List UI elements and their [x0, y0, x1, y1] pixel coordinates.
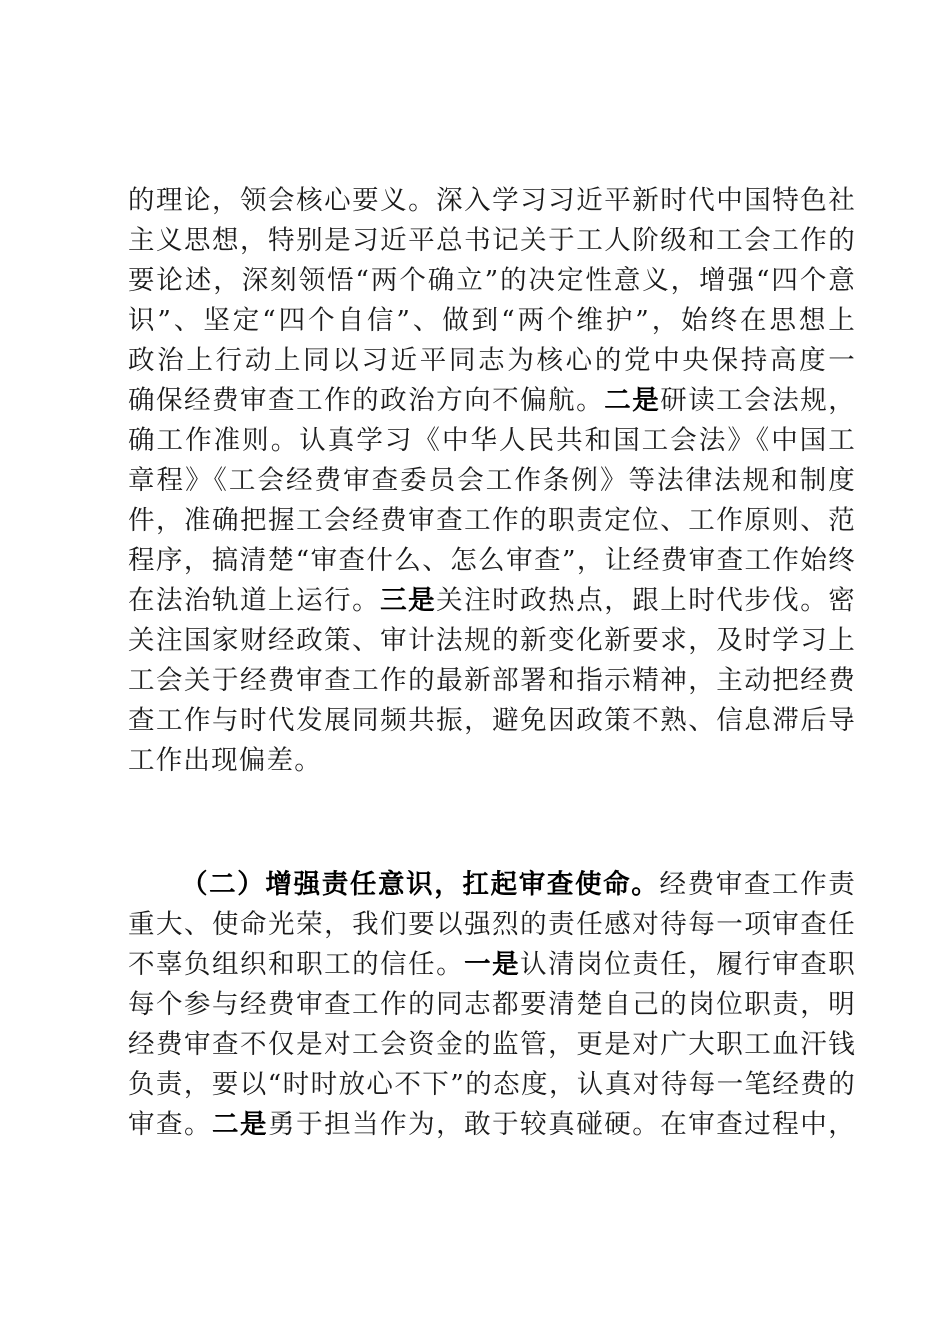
- text-run: 的理论，领会核心要义。深入学习习近平新时代中国特色社: [128, 185, 856, 216]
- text-run: 件，准确把握工会经费审查工作的职责定位、工作原则、范: [128, 505, 856, 536]
- text-run: 关注时政热点，跟上时代步伐。密: [436, 585, 856, 616]
- text-line: [128, 701, 856, 741]
- text-line: [128, 661, 856, 701]
- text-run: 不辜负组织和职工的信任。: [128, 949, 465, 980]
- text-line: [128, 945, 856, 985]
- text-run: 工会关于经费审查工作的最新部署和指示精神，主动把经费: [128, 665, 856, 696]
- text-line: [128, 985, 856, 1025]
- text-run: 研读工会法规，: [660, 385, 856, 416]
- text-run: 程序，搞清楚“审查什么、怎么审查”，让经费审查工作始终: [128, 545, 856, 576]
- text-line: [128, 221, 856, 261]
- text-run: 经费审查不仅是对工会资金的监管，更是对广大职工血汗钱: [128, 1029, 856, 1060]
- text-line: [128, 865, 856, 905]
- bold-text-run: 二是: [212, 1109, 269, 1140]
- text-line: [128, 181, 856, 221]
- text-run: 勇于担当作为，敢于较真碰硬。在审查过程中，: [268, 1109, 856, 1140]
- bold-text-run: 二是: [604, 385, 661, 416]
- paragraph-responsibility: [128, 865, 856, 1145]
- text-run: 工作出现偏差。: [128, 745, 322, 776]
- text-run: 关注国家财经政策、审计法规的新变化新要求，及时学习上: [128, 625, 856, 656]
- text-line: [128, 261, 856, 301]
- text-run: 负责，要以“时时放心不下”的态度，认真对待每一笔经费的: [128, 1069, 856, 1100]
- text-line: [128, 301, 856, 341]
- text-run: 重大、使命光荣，我们要以强烈的责任感对待每一项审查任: [128, 909, 856, 940]
- text-run: 查工作与时代发展同频共振，避免因政策不熟、信息滞后导: [128, 705, 856, 736]
- text-run: 审查。: [128, 1109, 213, 1140]
- text-line: [128, 381, 856, 421]
- text-line: [128, 501, 856, 541]
- text-run: 要论述，深刻领悟“两个确立”的决定性意义，增强“四个意: [128, 265, 856, 296]
- text-line: [128, 621, 856, 661]
- bold-text-run: 一是: [464, 949, 521, 980]
- text-run: 在法治轨道上运行。: [128, 585, 381, 616]
- section-heading: （二）增强责任意识，扛起审查使命。: [181, 869, 660, 900]
- text-line: [128, 741, 856, 781]
- text-run: 主义思想，特别是习近平总书记关于工人阶级和工会工作的: [128, 225, 856, 256]
- text-line: [128, 1065, 856, 1105]
- text-run: 确保经费审查工作的政治方向不偏航。: [128, 385, 605, 416]
- text-line: [128, 541, 856, 581]
- text-line: [128, 905, 856, 945]
- text-line: [128, 421, 856, 461]
- text-run: 识”、坚定“四个自信”、做到“两个维护”，始终在思想上: [128, 305, 856, 336]
- text-line: [128, 1105, 856, 1145]
- text-run: 政治上行动上同以习近平同志为核心的党中央保持高度一: [128, 345, 856, 376]
- text-line: [128, 341, 856, 381]
- text-run: 经费审查工作责: [659, 869, 856, 900]
- text-run: 认清岗位责任，履行审查职: [520, 949, 856, 980]
- text-line: [128, 461, 856, 501]
- paragraph-political-study: [128, 181, 856, 781]
- text-line: [128, 1025, 856, 1065]
- text-run: 每个参与经费审查工作的同志都要清楚自己的岗位职责，明: [128, 989, 856, 1020]
- text-run: 章程》《工会经费审查委员会工作条例》等法律法规和制度: [128, 465, 856, 496]
- text-run: 确工作准则。认真学习《中华人民共和国工会法》《中国工: [128, 425, 856, 456]
- text-line: [128, 581, 856, 621]
- bold-text-run: 三是: [380, 585, 437, 616]
